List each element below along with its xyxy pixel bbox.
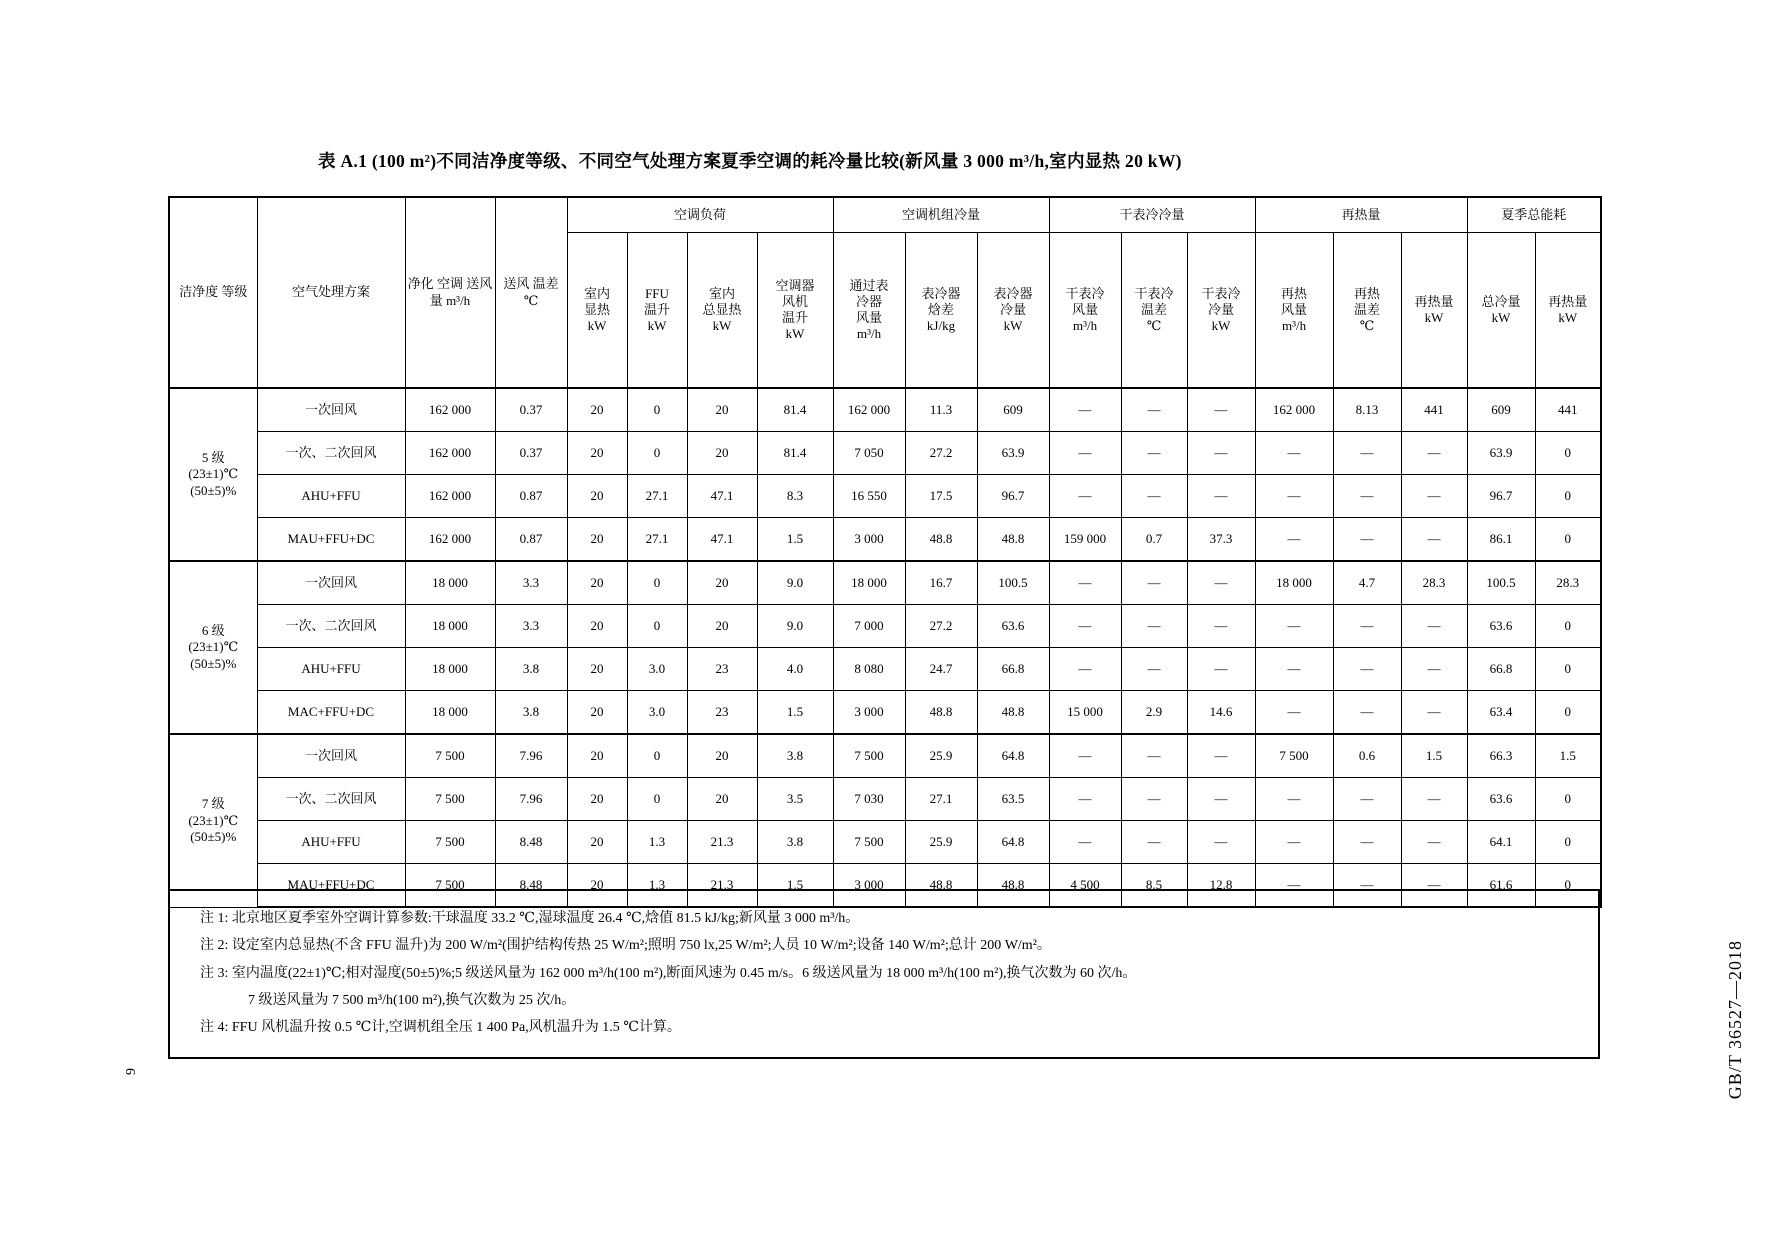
cell: 47.1 [687, 475, 757, 518]
cell: 96.7 [977, 475, 1049, 518]
cell: 27.1 [905, 778, 977, 821]
cell: 48.8 [977, 864, 1049, 908]
cell: 1.3 [627, 864, 687, 908]
group-header-summer-energy: 夏季总能耗 [1467, 197, 1601, 233]
note-3-continued: 7 级送风量为 7 500 m³/h(100 m²),换气次数为 25 次/h。 [248, 992, 576, 1008]
cell: 3 000 [833, 864, 905, 908]
cell: 64.8 [977, 734, 1049, 778]
cell: 609 [977, 388, 1049, 432]
cell: 162 000 [1255, 388, 1333, 432]
cell: 8.48 [495, 864, 567, 908]
cell: 16.7 [905, 561, 977, 605]
cell: 0.87 [495, 475, 567, 518]
cell: — [1255, 648, 1333, 691]
cell: 162 000 [405, 432, 495, 475]
cell: — [1049, 648, 1121, 691]
cell: 25.9 [905, 821, 977, 864]
table-row [169, 518, 1601, 562]
cell: 0 [627, 561, 687, 605]
scheme-cell: MAC+FFU+DC [257, 691, 405, 735]
cell: 100.5 [1467, 561, 1535, 605]
cell: — [1333, 475, 1401, 518]
cell: 0 [1535, 432, 1601, 475]
cell: 18 000 [405, 648, 495, 691]
group-header-ahu-cooling: 空调机组冷量 [833, 197, 1049, 233]
cell: 63.5 [977, 778, 1049, 821]
cell: — [1401, 778, 1467, 821]
header-total-cooling: 总冷量 kW [1467, 233, 1535, 389]
cell: 20 [567, 691, 627, 735]
cell: 63.4 [1467, 691, 1535, 735]
cell: 20 [687, 605, 757, 648]
cell: 64.8 [977, 821, 1049, 864]
cell: — [1401, 518, 1467, 562]
cell: 66.8 [1467, 648, 1535, 691]
header-supply-air-volume: 净化 空调 送风量 m³/h [405, 197, 495, 388]
cell: 162 000 [405, 475, 495, 518]
cell: — [1121, 475, 1187, 518]
cell: 0.37 [495, 432, 567, 475]
cell: 27.1 [627, 475, 687, 518]
scheme-cell: AHU+FFU [257, 475, 405, 518]
cell: 2.9 [1121, 691, 1187, 735]
scheme-cell: 一次回风 [257, 388, 405, 432]
group-header-reheat: 再热量 [1255, 197, 1467, 233]
cell: 7 500 [405, 778, 495, 821]
cell: 3 000 [833, 518, 905, 562]
cell: 21.3 [687, 821, 757, 864]
cell: 20 [567, 388, 627, 432]
cell: — [1049, 821, 1121, 864]
scheme-cell: MAU+FFU+DC [257, 518, 405, 562]
cell: 1.5 [757, 691, 833, 735]
grade-cell: 5 级 (23±1)℃ (50±5)% [169, 388, 257, 561]
data-table-container [168, 196, 1600, 908]
header-dry-coil-temp-diff: 干表冷 温差 ℃ [1121, 233, 1187, 389]
cell: 20 [687, 388, 757, 432]
cell: — [1187, 778, 1255, 821]
table-notes [168, 889, 1600, 1059]
header-total-reheat: 再热量 kW [1535, 233, 1601, 389]
header-dry-coil-cooling: 干表冷 冷量 kW [1187, 233, 1255, 389]
header-coil-airflow: 通过表 冷器 风量 m³/h [833, 233, 905, 389]
cell: 3.0 [627, 648, 687, 691]
cell: — [1333, 821, 1401, 864]
cell: 24.7 [905, 648, 977, 691]
cell: 0.7 [1121, 518, 1187, 562]
cell: — [1121, 778, 1187, 821]
cell: 3.8 [757, 821, 833, 864]
cell: — [1187, 648, 1255, 691]
cell: — [1187, 734, 1255, 778]
cell: 25.9 [905, 734, 977, 778]
cell: 0 [627, 734, 687, 778]
cell: 20 [567, 648, 627, 691]
cell: — [1187, 821, 1255, 864]
cell: — [1049, 561, 1121, 605]
standard-code: GB/T 36527—2018 [1725, 940, 1745, 1100]
cell: 4.7 [1333, 561, 1401, 605]
cell: 11.3 [905, 388, 977, 432]
cell: 7 500 [1255, 734, 1333, 778]
cell: 48.8 [905, 864, 977, 908]
cell: — [1121, 734, 1187, 778]
cell: 8.13 [1333, 388, 1401, 432]
cell: 17.5 [905, 475, 977, 518]
scheme-cell: 一次、二次回风 [257, 432, 405, 475]
cell: 20 [567, 432, 627, 475]
cell: 63.9 [977, 432, 1049, 475]
comparison-table [168, 196, 1602, 908]
cell: 7 030 [833, 778, 905, 821]
cell: 16 550 [833, 475, 905, 518]
header-ffu-temp-rise: FFU 温升 kW [627, 233, 687, 389]
cell: — [1333, 691, 1401, 735]
cell: — [1401, 605, 1467, 648]
cell: 0 [1535, 691, 1601, 735]
cell: 3.3 [495, 605, 567, 648]
cell: 20 [687, 432, 757, 475]
cell: 14.6 [1187, 691, 1255, 735]
note-2: 注 2: 设定室内总显热(不含 FFU 温升)为 200 W/m²(围护结构传热 25 W/m²;照明 750 lx,25 W/m²;人员 10 W/m²;设备 140 W/m²;总计 200 W/m²。 [200, 938, 1051, 954]
cell: 8.5 [1121, 864, 1187, 908]
cell: 7.96 [495, 778, 567, 821]
header-coil-enthalpy-diff: 表冷器 焓差 kJ/kg [905, 233, 977, 389]
table-row [169, 475, 1601, 518]
header-grade: 洁净度 等级 [169, 197, 257, 388]
table-header-groups [169, 197, 1601, 233]
cell: — [1333, 864, 1401, 908]
grade-cell: 6 级 (23±1)℃ (50±5)% [169, 561, 257, 734]
header-reheat-temp-diff: 再热 温差 ℃ [1333, 233, 1401, 389]
table-row [169, 605, 1601, 648]
page-number: 9 [124, 1068, 139, 1075]
table-caption: 表 A.1 (100 m²)不同洁净度等级、不同空气处理方案夏季空调的耗冷量比较(新风量 3 000 m³/h,室内显热 20 kW) [318, 151, 1182, 171]
cell: 20 [567, 475, 627, 518]
cell: — [1333, 605, 1401, 648]
cell: — [1187, 388, 1255, 432]
cell: — [1255, 821, 1333, 864]
cell: — [1255, 432, 1333, 475]
cell: 81.4 [757, 388, 833, 432]
scheme-cell: MAU+FFU+DC [257, 864, 405, 908]
cell: — [1255, 778, 1333, 821]
cell: 3 000 [833, 691, 905, 735]
cell: 8.48 [495, 821, 567, 864]
cell: 1.5 [1535, 734, 1601, 778]
header-indoor-sensible: 室内 显热 kW [567, 233, 627, 389]
cell: 48.8 [905, 691, 977, 735]
cell: — [1049, 778, 1121, 821]
cell: 66.8 [977, 648, 1049, 691]
cell: 0 [627, 605, 687, 648]
cell: 18 000 [405, 561, 495, 605]
cell: — [1187, 605, 1255, 648]
scheme-cell: AHU+FFU [257, 648, 405, 691]
cell: 0.37 [495, 388, 567, 432]
cell: 3.8 [495, 648, 567, 691]
cell: 4 500 [1049, 864, 1121, 908]
cell: — [1333, 648, 1401, 691]
cell: 8 080 [833, 648, 905, 691]
cell: — [1187, 475, 1255, 518]
cell: 1.5 [1401, 734, 1467, 778]
note-4: 注 4: FFU 风机温升按 0.5 ℃计,空调机组全压 1 400 Pa,风机温升为 1.5 ℃计算。 [200, 1020, 681, 1036]
cell: 64.1 [1467, 821, 1535, 864]
cell: — [1255, 691, 1333, 735]
cell: — [1121, 821, 1187, 864]
cell: 20 [687, 734, 757, 778]
cell: — [1121, 432, 1187, 475]
cell: 18 000 [833, 561, 905, 605]
cell: — [1255, 864, 1333, 908]
cell: — [1187, 432, 1255, 475]
cell: — [1401, 432, 1467, 475]
cell: 7 000 [833, 605, 905, 648]
scheme-cell: 一次回风 [257, 734, 405, 778]
cell: 441 [1401, 388, 1467, 432]
cell: 27.2 [905, 605, 977, 648]
grade-cell: 7 级 (23±1)℃ (50±5)% [169, 734, 257, 907]
cell: — [1255, 518, 1333, 562]
cell: — [1187, 561, 1255, 605]
cell: 9.0 [757, 605, 833, 648]
note-3: 注 3: 室内温度(22±1)℃;相对湿度(50±5)%;5 级送风量为 162 000 m³/h(100 m²),断面风速为 0.45 m/s。6 级送风量为 18 000 m³/h(100 m²),换气次数为 60 次/h。 [200, 965, 1137, 981]
group-header-ac-load: 空调负荷 [567, 197, 833, 233]
cell: 7 500 [833, 821, 905, 864]
cell: 20 [567, 821, 627, 864]
cell: 47.1 [687, 518, 757, 562]
cell: 162 000 [833, 388, 905, 432]
cell: — [1333, 432, 1401, 475]
cell: 9.0 [757, 561, 833, 605]
cell: 48.8 [905, 518, 977, 562]
cell: 3.5 [757, 778, 833, 821]
table-row [169, 691, 1601, 735]
cell: 20 [567, 518, 627, 562]
cell: 0 [1535, 821, 1601, 864]
cell: 81.4 [757, 432, 833, 475]
table-row [169, 561, 1601, 605]
cell: — [1121, 388, 1187, 432]
cell: 18 000 [405, 691, 495, 735]
cell: 162 000 [405, 388, 495, 432]
cell: 63.6 [977, 605, 1049, 648]
header-reheat-airflow: 再热 风量 m³/h [1255, 233, 1333, 389]
cell: 0 [1535, 518, 1601, 562]
cell: — [1401, 691, 1467, 735]
cell: 28.3 [1401, 561, 1467, 605]
cell: 7 500 [405, 734, 495, 778]
header-supply-temp-diff: 送风 温差 ℃ [495, 197, 567, 388]
cell: 63.9 [1467, 432, 1535, 475]
cell: 441 [1535, 388, 1601, 432]
cell: 20 [687, 778, 757, 821]
scheme-cell: AHU+FFU [257, 821, 405, 864]
cell: 61.6 [1467, 864, 1535, 908]
group-header-dry-coil: 干表冷冷量 [1049, 197, 1255, 233]
cell: 20 [567, 605, 627, 648]
cell: 20 [567, 864, 627, 908]
cell: — [1121, 605, 1187, 648]
cell: 100.5 [977, 561, 1049, 605]
cell: 18 000 [1255, 561, 1333, 605]
cell: — [1255, 605, 1333, 648]
scheme-cell: 一次回风 [257, 561, 405, 605]
cell: 3.0 [627, 691, 687, 735]
cell: 7 500 [833, 734, 905, 778]
cell: 0 [1535, 864, 1601, 908]
cell: 0 [1535, 605, 1601, 648]
cell: 28.3 [1535, 561, 1601, 605]
cell: 27.2 [905, 432, 977, 475]
cell: 0 [627, 778, 687, 821]
cell: 63.6 [1467, 605, 1535, 648]
cell: 63.6 [1467, 778, 1535, 821]
cell: — [1049, 432, 1121, 475]
cell: — [1121, 561, 1187, 605]
table-row [169, 778, 1601, 821]
cell: — [1401, 821, 1467, 864]
cell: 20 [567, 561, 627, 605]
cell: 48.8 [977, 691, 1049, 735]
cell: 7 500 [405, 864, 495, 908]
cell: 96.7 [1467, 475, 1535, 518]
cell: 23 [687, 691, 757, 735]
cell: 18 000 [405, 605, 495, 648]
cell: 66.3 [1467, 734, 1535, 778]
cell: 3.8 [757, 734, 833, 778]
scheme-cell: 一次、二次回风 [257, 778, 405, 821]
cell: 20 [567, 734, 627, 778]
cell: 4.0 [757, 648, 833, 691]
cell: 0.87 [495, 518, 567, 562]
cell: — [1333, 518, 1401, 562]
cell: 23 [687, 648, 757, 691]
cell: 86.1 [1467, 518, 1535, 562]
note-1: 注 1: 北京地区夏季室外空调计算参数:干球温度 33.2 ℃,湿球温度 26.4 ℃,焓值 81.5 kJ/kg;新风量 3 000 m³/h。 [200, 911, 860, 926]
cell: 15 000 [1049, 691, 1121, 735]
cell: 0 [627, 432, 687, 475]
cell: 3.3 [495, 561, 567, 605]
header-coil-cooling: 表冷器 冷量 kW [977, 233, 1049, 389]
cell: 8.3 [757, 475, 833, 518]
table-row [169, 821, 1601, 864]
header-indoor-total-sensible: 室内 总显热 kW [687, 233, 757, 389]
cell: 162 000 [405, 518, 495, 562]
cell: — [1049, 475, 1121, 518]
cell: 0 [1535, 475, 1601, 518]
table-row [169, 432, 1601, 475]
cell: 0 [627, 388, 687, 432]
cell: 20 [567, 778, 627, 821]
table-row [169, 734, 1601, 778]
header-dry-coil-airflow: 干表冷 风量 m³/h [1049, 233, 1121, 389]
cell: 12.8 [1187, 864, 1255, 908]
cell: 7 500 [405, 821, 495, 864]
cell: 1.3 [627, 821, 687, 864]
cell: 3.8 [495, 691, 567, 735]
cell: 7 050 [833, 432, 905, 475]
cell: — [1255, 475, 1333, 518]
header-ac-fan-temp-rise: 空调器 风机 温升 kW [757, 233, 833, 389]
cell: — [1049, 605, 1121, 648]
cell: — [1401, 648, 1467, 691]
cell: 0.6 [1333, 734, 1401, 778]
table-row [169, 648, 1601, 691]
cell: — [1401, 475, 1467, 518]
cell: 27.1 [627, 518, 687, 562]
cell: — [1401, 864, 1467, 908]
cell: 37.3 [1187, 518, 1255, 562]
header-scheme: 空气处理方案 [257, 197, 405, 388]
cell: — [1049, 388, 1121, 432]
cell: — [1333, 778, 1401, 821]
cell: 20 [687, 561, 757, 605]
cell: 0 [1535, 778, 1601, 821]
cell: 7.96 [495, 734, 567, 778]
table-row [169, 388, 1601, 432]
cell: — [1121, 648, 1187, 691]
cell: 1.5 [757, 864, 833, 908]
cell: 0 [1535, 648, 1601, 691]
scheme-cell: 一次、二次回风 [257, 605, 405, 648]
header-reheat-quantity: 再热量 kW [1401, 233, 1467, 389]
cell: 159 000 [1049, 518, 1121, 562]
cell: 21.3 [687, 864, 757, 908]
cell: 48.8 [977, 518, 1049, 562]
cell: — [1049, 734, 1121, 778]
cell: 609 [1467, 388, 1535, 432]
cell: 1.5 [757, 518, 833, 562]
